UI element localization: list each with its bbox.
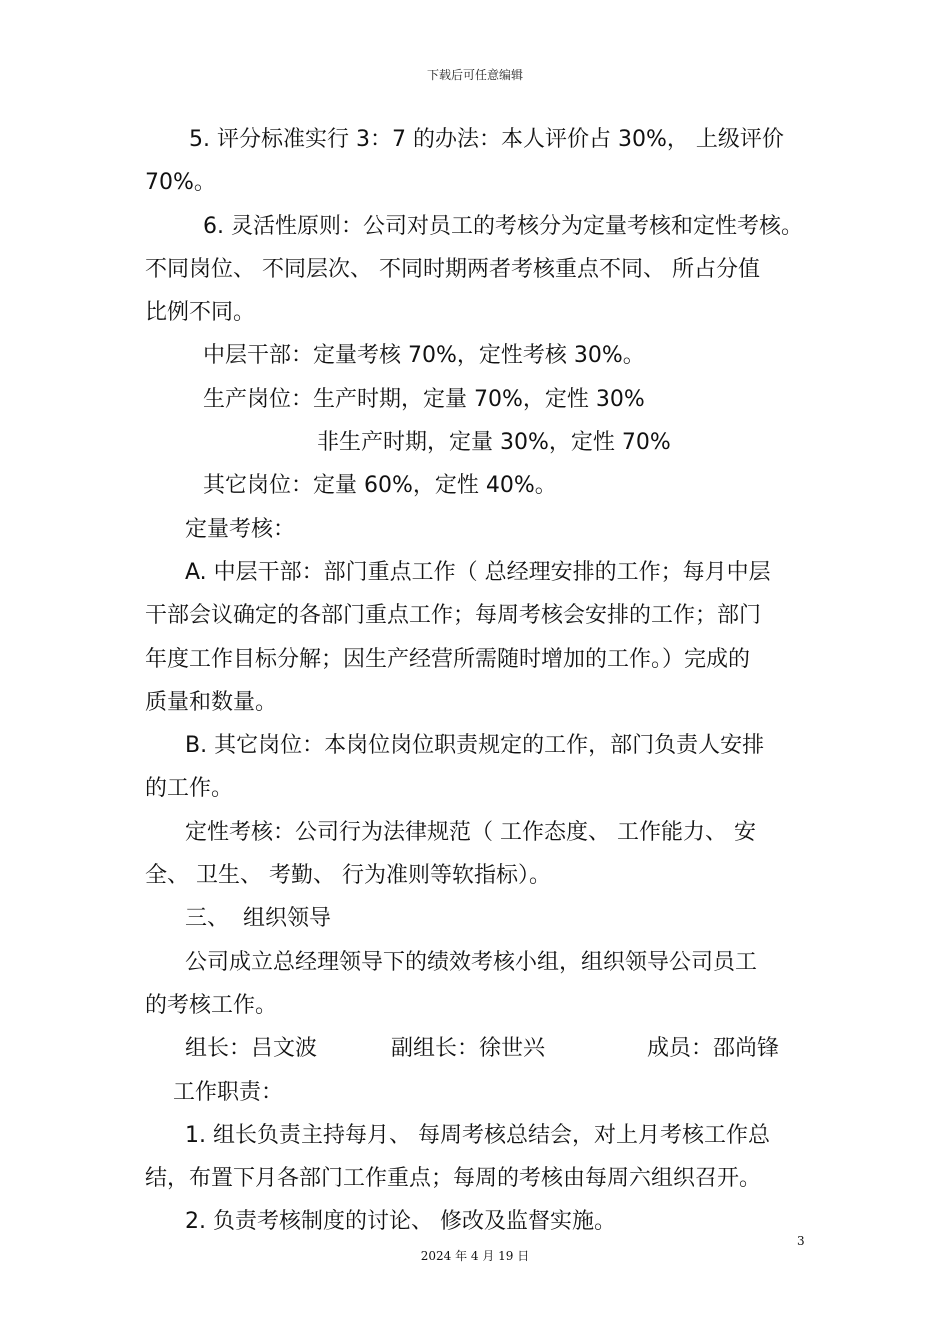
team-members-row [145,1027,815,1070]
paragraph-line: 5. 评分标准实行 3：7 的办法：本人评价占 30%， 上级评价 [189,127,784,152]
paragraph-line: 6. 灵活性原则：公司对员工的考核分为定量考核和定性考核。 [203,213,803,239]
paragraph-line: 结，布置下月各部门工作重点；每周的考核由每周六组织召开。 [145,1166,762,1192]
section-heading-organization: 三、 组织领导 [185,906,331,932]
ratio-line-other: 其它岗位：定量 60%，定性 40%。 [203,473,557,499]
paragraph-line: 的考核工作。 [145,992,278,1018]
paragraph-line: 全、 卫生、 考勤、 行为准则等软指标）。 [145,863,551,889]
paragraph-line: 2. 负责考核制度的讨论、 修改及监督实施。 [185,1209,616,1235]
team-leader: 组长：吕文波 [185,1036,318,1062]
document-body [145,118,815,1244]
paragraph-line: 公司成立总经理领导下的绩效考核小组，组织领导公司员工 [185,949,758,975]
page-number: 3 [797,1234,805,1248]
paragraph-line: A. 中层干部：部门重点工作（ 总经理安排的工作；每月中层 [185,559,771,585]
ratio-line-production: 生产岗位：生产时期，定量 70%，定性 30% [203,386,645,412]
paragraph-line: 的工作。 [145,776,234,802]
paragraph-line: 比例不同。 [145,300,256,326]
paragraph-line: 年度工作目标分解；因生产经营所需随时增加的工作。）完成的 [145,646,751,672]
team-members: 成员：邵尚锋 [647,1036,780,1062]
paragraph-line: 70%。 [145,170,216,196]
paragraph-line: B. 其它岗位：本岗位岗位职责规定的工作，部门负责人安排 [185,733,765,759]
page-header: 下载后可任意编辑 [426,68,523,82]
section-label-duties: 工作职责： [173,1079,284,1105]
paragraph-line: 1. 组长负责主持每月、 每周考核总结会，对上月考核工作总 [185,1122,770,1148]
paragraph-line: 质量和数量。 [145,689,278,715]
footer-date: 2024 年 4 月 19 日 [420,1249,530,1263]
paragraph-line: 干部会议确定的各部门重点工作；每周考核会安排的工作；部门 [145,603,762,629]
section-label-quantitative: 定量考核： [185,516,296,542]
paragraph-line: 不同岗位、 不同层次、 不同时期两者考核重点不同、 所占分值 [145,256,760,282]
ratio-line-middle-management: 中层干部：定量考核 70%，定性考核 30%。 [203,343,645,369]
paragraph-line: 定性考核：公司行为法律规范（ 工作态度、 工作能力、 安 [185,819,756,845]
team-deputy: 副组长：徐世兴 [391,1036,546,1062]
ratio-line-non-production: 非生产时期，定量 30%，定性 70% [317,430,671,456]
